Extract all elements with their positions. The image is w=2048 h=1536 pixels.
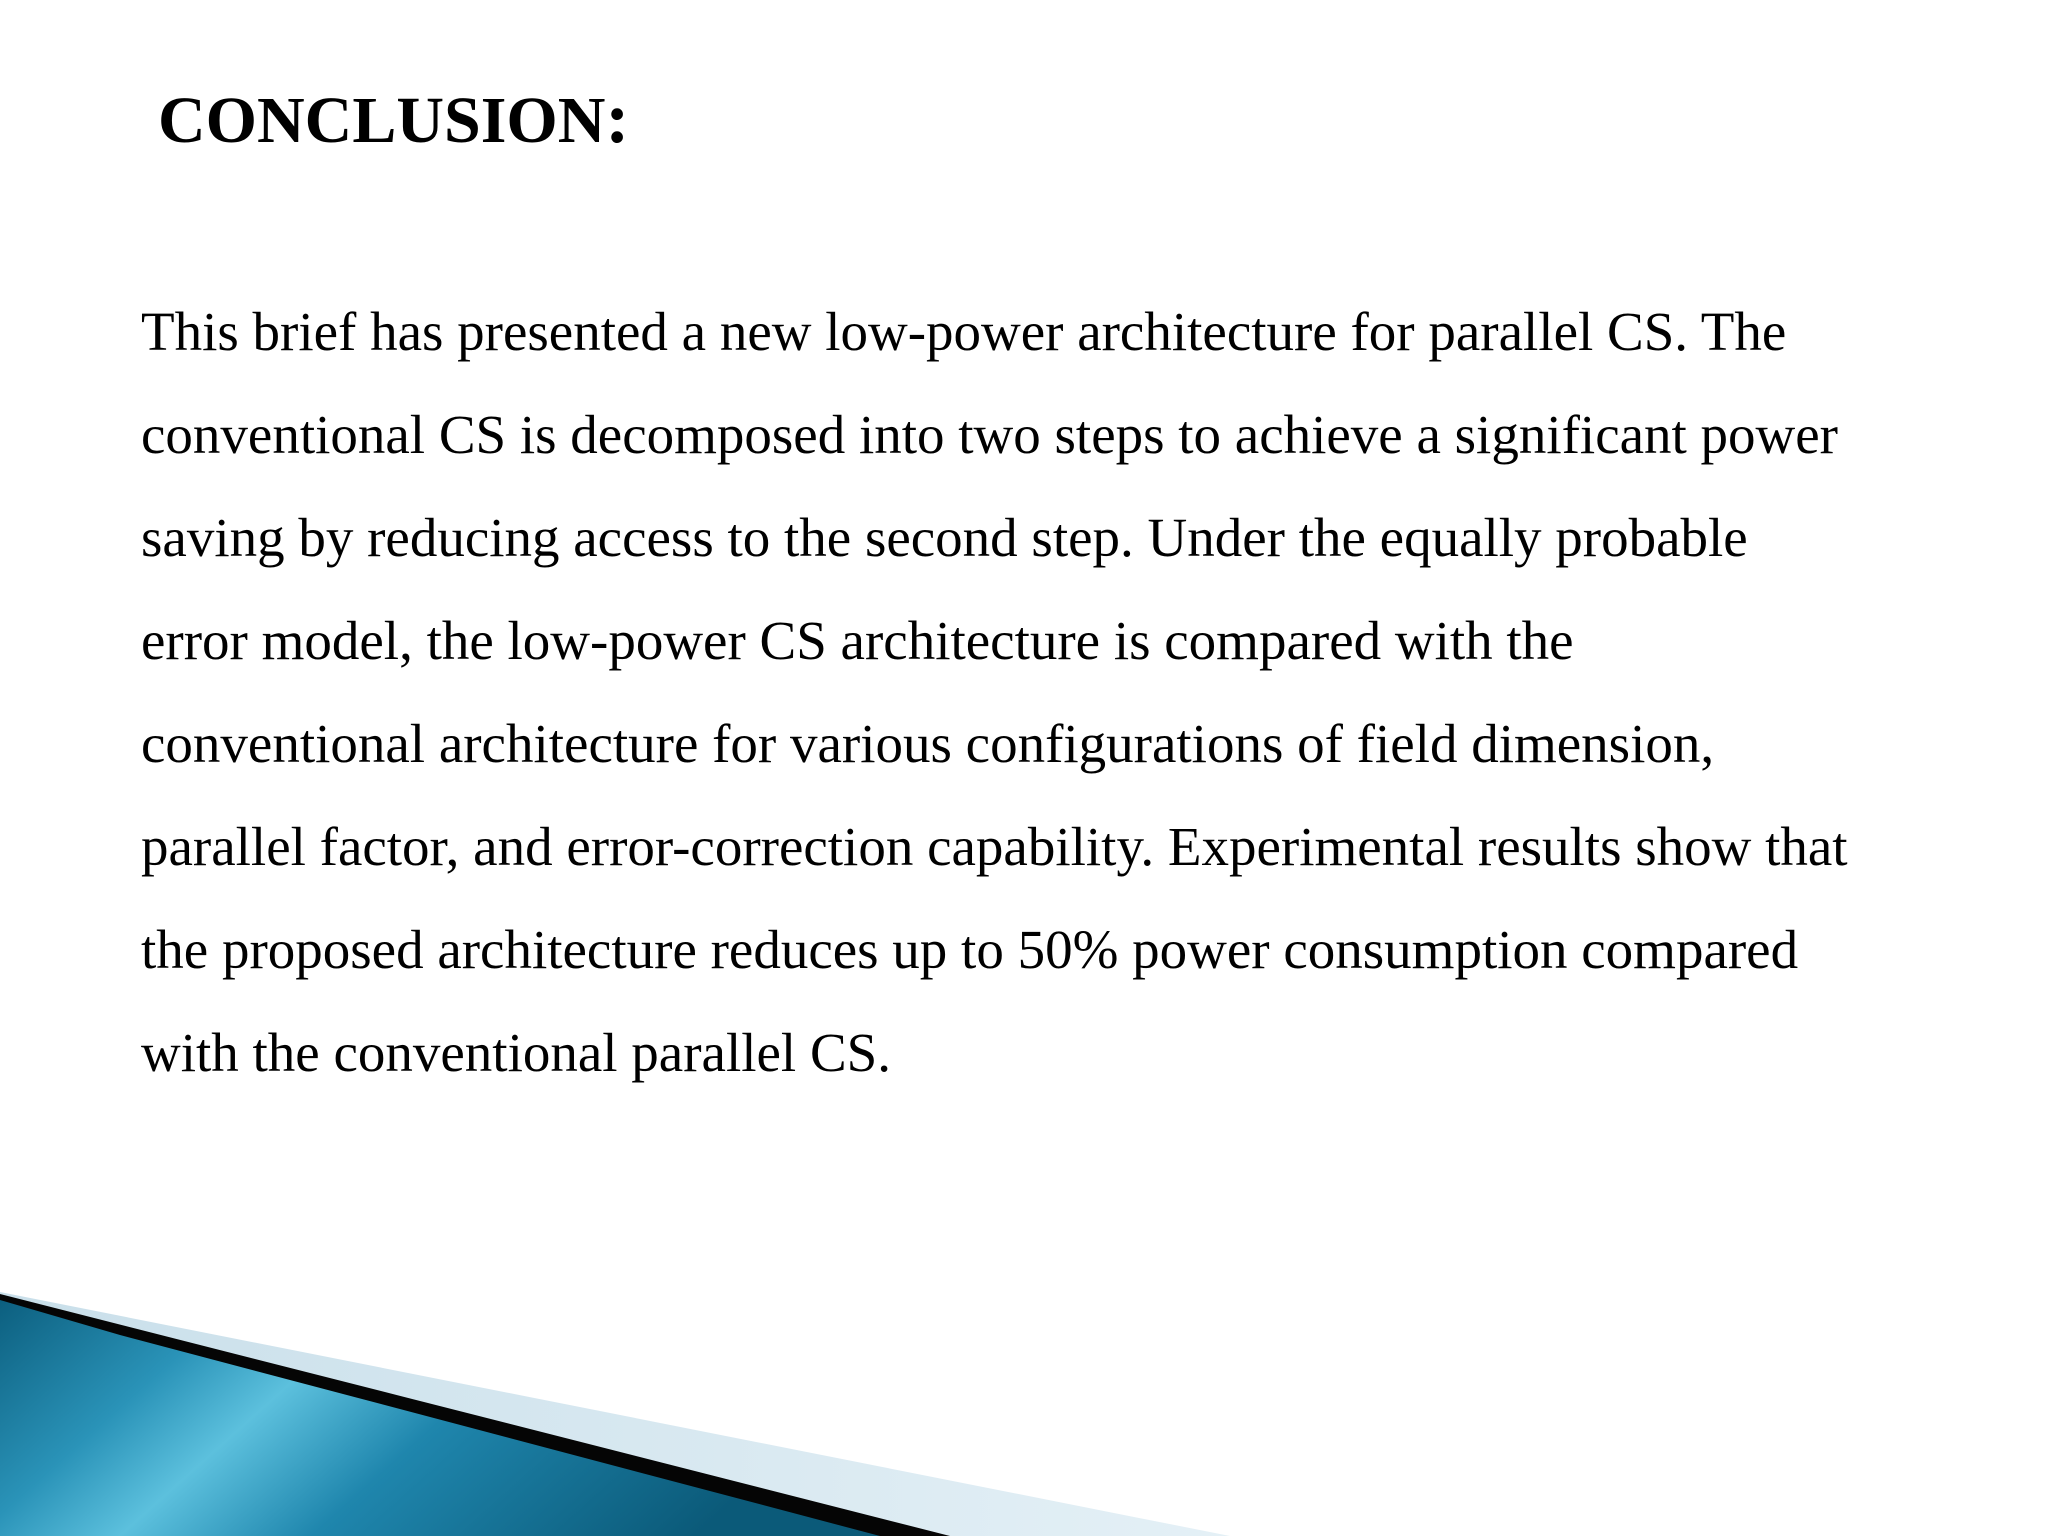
paragraph-line: error model, the low-power CS architecture is compared with the <box>141 610 1574 671</box>
slide-title-colon: : <box>605 78 630 158</box>
slide-title-text: CONCLUSION <box>158 84 606 157</box>
paragraph-line: with the conventional parallel CS. <box>141 1022 891 1083</box>
paragraph-line: conventional architecture for various configurations of field dimension, <box>141 713 1715 774</box>
paragraph-line: the proposed architecture reduces up to 50% power consumption compared <box>141 919 1799 980</box>
paragraph-line: saving by reducing access to the second step. Under the equally probable <box>141 507 1748 568</box>
decorative-swoosh <box>0 1280 2048 1536</box>
paragraph-line: This brief has presented a new low-power architecture for parallel CS. The <box>141 301 1787 362</box>
slide-title <box>158 78 630 158</box>
paragraph-line: parallel factor, and error-correction capability. Experimental results show that <box>141 816 1848 877</box>
paragraph-line: conventional CS is decomposed into two steps to achieve a significant power <box>141 404 1838 465</box>
conclusion-paragraph <box>141 280 1921 1104</box>
